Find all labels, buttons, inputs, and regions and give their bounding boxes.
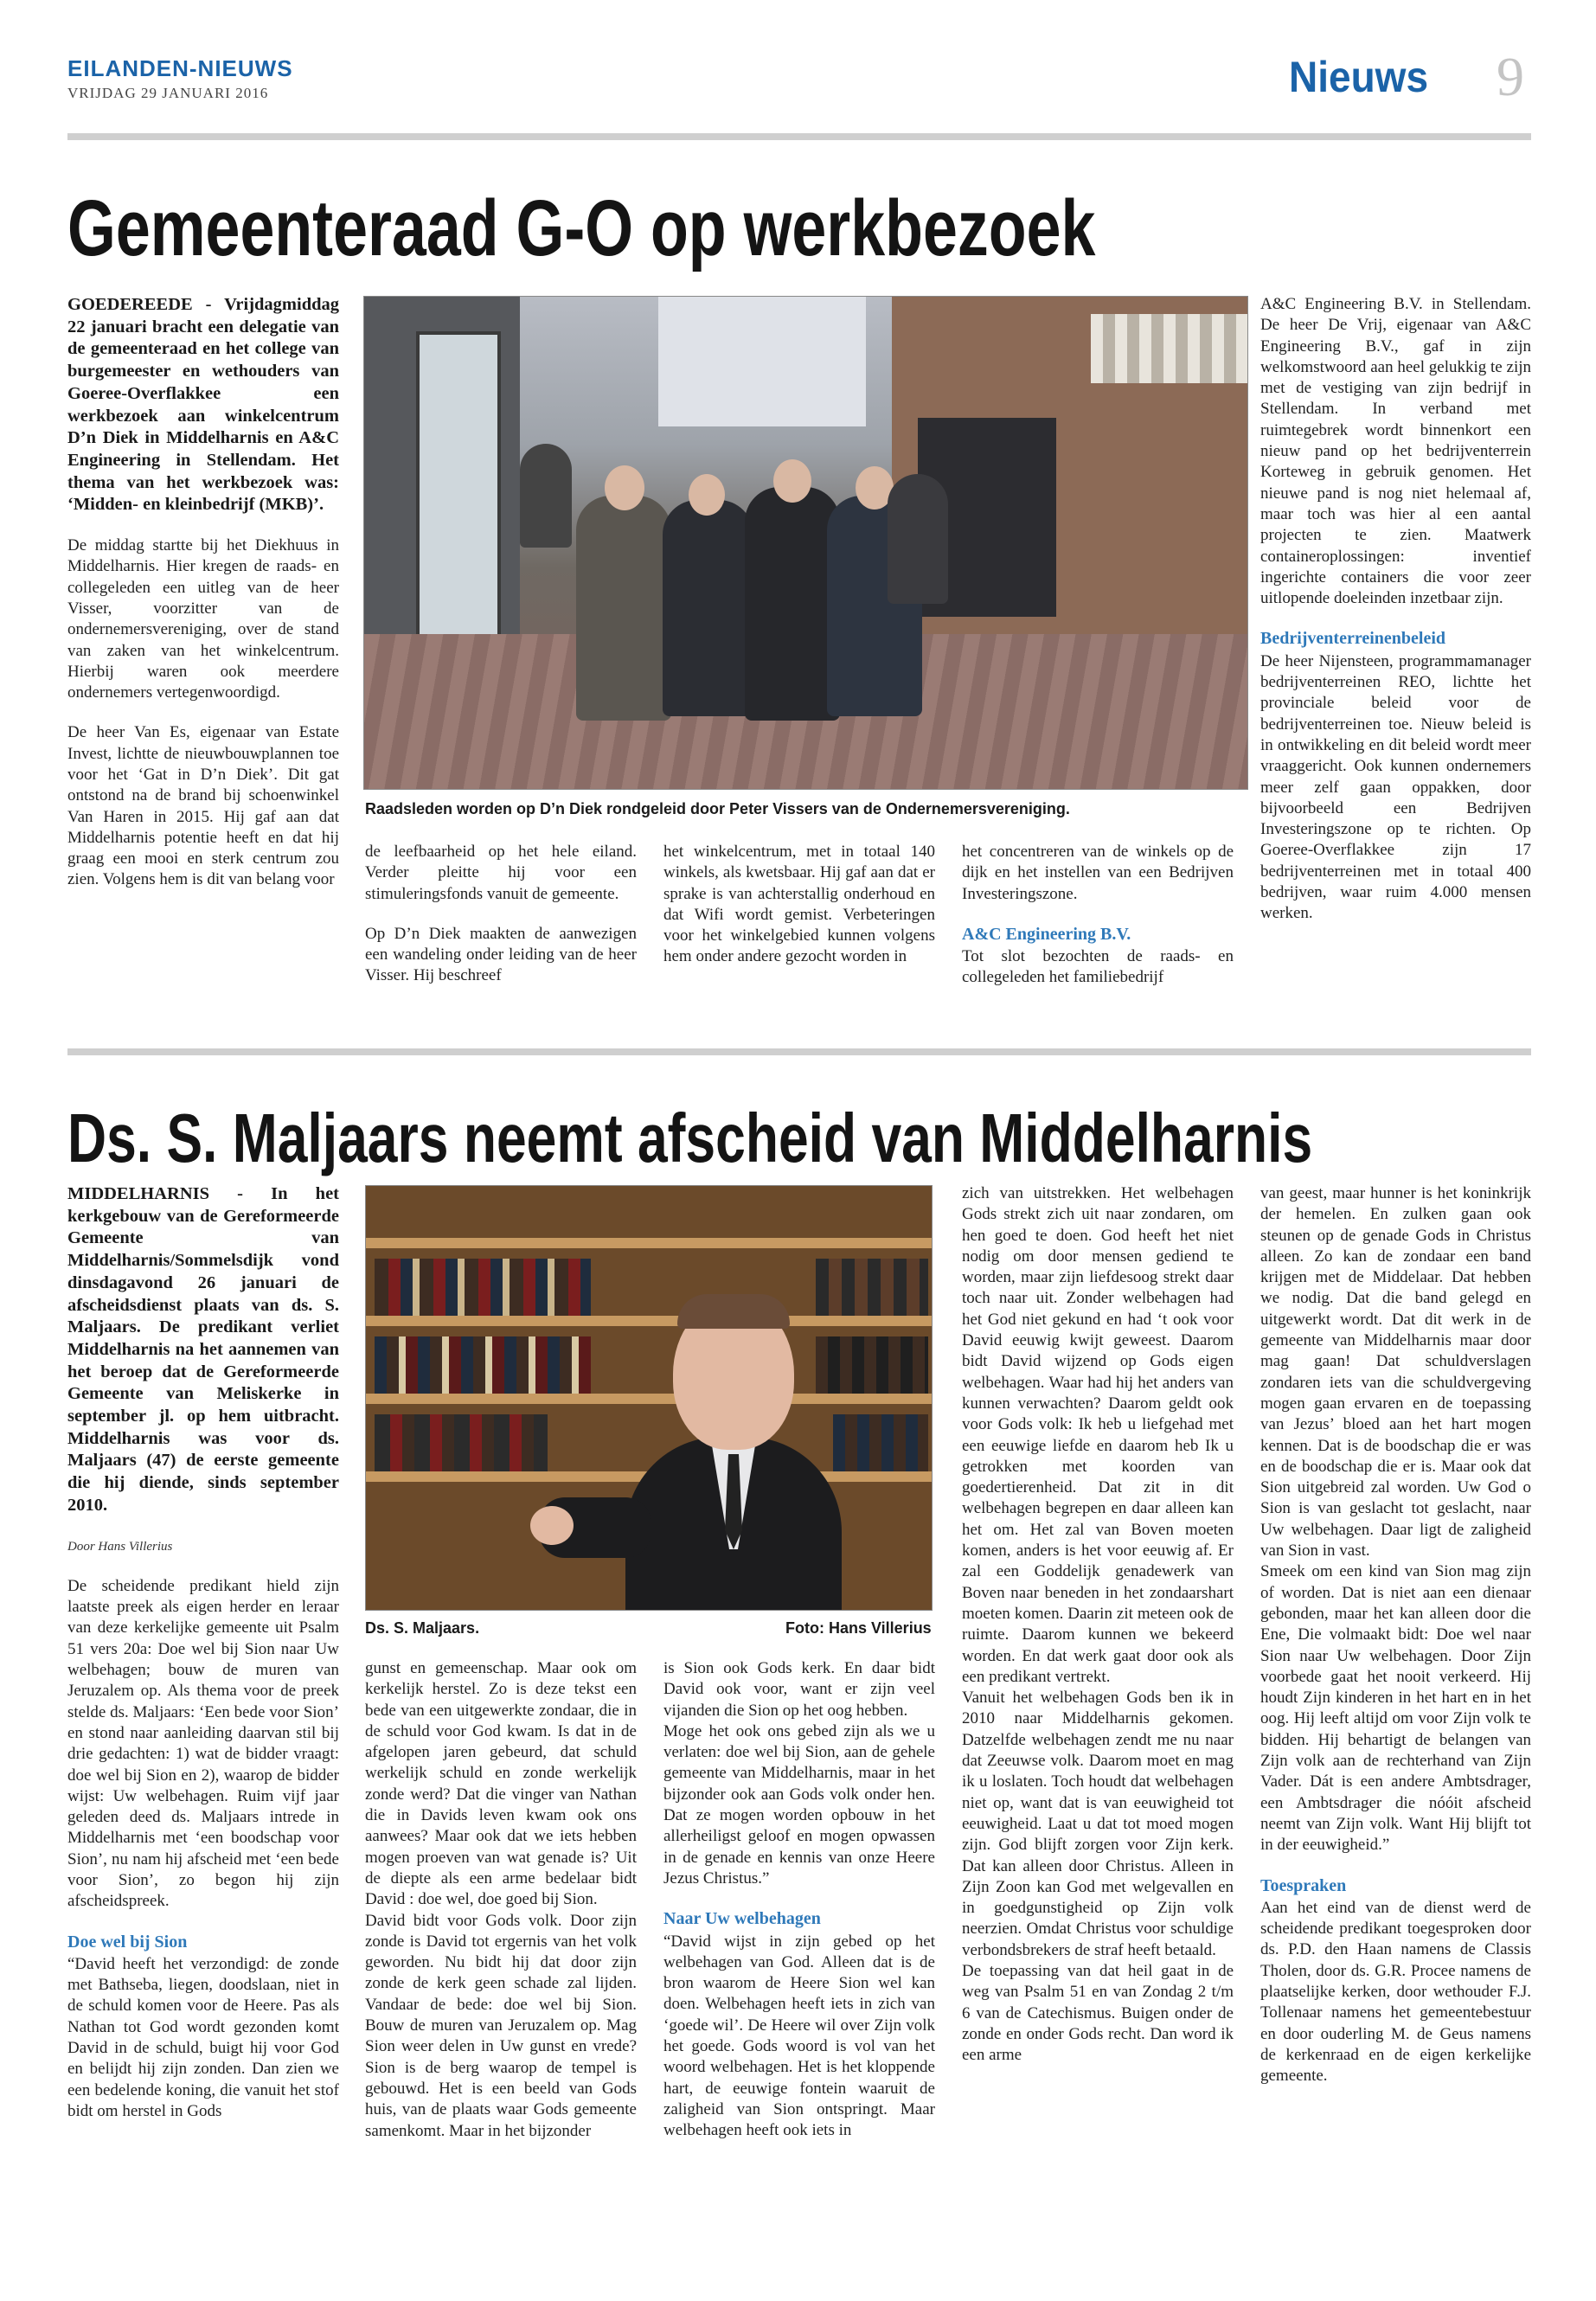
article2-column-1	[67, 1183, 339, 2141]
article2-paragraph: zich van uitstrekken. Het welbehagen Gods strekt zich uit naar zondaren, om hen goed te doen. God heeft het niet nodig om door mensen gediend te worden, maar zijn liefdesoog strekt daar toch naar uit. Zonder welbehagen had het God niet gekund en had ‘t ook voor David eeuwig kwijt geweest. Daarom bidt David wijzend op Gods eigen welbehagen. Waar had hij het anders van kunnen verwachten? Daarom geldt ook voor Gods volk: Ik heb u liefgehad met een eeuwige liefde en daarom heb Ik u getrokken met koorden van goedertierenheid. Dat zit in dit welbehagen begrepen en daar alleen kan het om. Het zal van Boven moeten komen, anders is het voor eeuwig af. Er zal een Goddelijk genadewerk van Boven naar beneden in het zondaarshart moeten komen. Daarin zit meteen ook de ruimte. Daarom kunnen we bekeerd worden. En dat werk gaat door ook als een predikant vertrekt. Vanuit het welbehagen Gods ben ik in 2010 naar Middelharnis gekomen. Datzelfde welbehagen zendt me nu naar dat Zeeuwse volk. Daarom moet en mag ik u loslaten. Toch houdt dat welbehagen niet op, want dat is van eeuwigheid tot eeuwigheid. Laat u dat tot moed mogen zijn. God blijft zorgen voor Zijn kerk. Dat kan alleen door Christus. Alleen in Zijn Zoon kan God met welgevallen en in goedgunstigheid op Zijn volk neerzien. Omdat Christus voor schuldige verbondsbrekers de straf heeft betaald. De toepassing van dat heil gaat in de weg van Psalm 51 en van Zondag 2 t/m 6 van de Catechismus. Buigen onder de zonde en onder Gods recht. Dan word ik een arme	[962, 1184, 1234, 2065]
article-divider	[67, 1048, 1531, 1055]
article2-paragraph: van geest, maar hunner is het koninkrijk der hemelen. En zulken gaan ook steunen op de genade Gods in Christus alleen. Zo kan de zondaar een band krijgen met de Middelaar. Dat hebben we nodig. Dat die band gelegd en uitgewerkt wordt. Dat dit werk in de gemeente van Middelharnis maar door mag gaan! Dat schuldverslagen zondaren iets van die schuldvergeving mogen gaan ervaren en de toepassing van Jezus’ bloed aan het hart mogen kennen. Dat is de boodschap die er was en de boodschap die er is. Maar ook dat Sion uitgebreid zal worden. Uw God o Sion is van geslacht tot geslacht, naar Uw welbehagen. Daar ligt de zaligheid van Sion in vast. Smeek om een kind van Sion mag zijn of worden. Dat is niet aan een dienaar gebonden, maar het kan alleen door die Ene, Die volmaakt bidt: Doe wel naar Sion naar Uw welbehagen. Door Zijn voorbede gaat het nooit verkeerd. Hij houdt Zijn kinderen in het hart en in het oog. Hij leeft altijd om voor Zijn volk te bidden. Hij behartigt de belangen van Zijn volk aan de rechterhand van Zijn Vader. Dát is een andere Ambtsdrager, een Ambtsdrager die nóóit afscheid neemt van Zijn volk. Want Hij blijft tot in der eeuwigheid.”	[1260, 1184, 1531, 1855]
article2-column-4	[962, 1183, 1234, 2085]
article2-paragraph: “David heeft het verzondigd: de zonde met Bathseba, liegen, doodslaan, niet in de schuld komen voor de Heere. Pas als Nathan tot God wordt gezonden komt David in de schuld, buigt hij voor God en belijdt hij zijn zonden. Dan zien we een bedelende koning, die vanuit het stof bidt om herstel in Gods	[67, 1954, 339, 2120]
article2-column-5	[1260, 1183, 1531, 2106]
article2-subhead: Toespraken	[1260, 1875, 1347, 1895]
article1-column-4	[962, 842, 1234, 1008]
article1-paragraph: het concentreren van de winkels op de dijk en het instellen van een Bedrijven Investeringszone.	[962, 843, 1234, 903]
newspaper-brand: EILANDEN-NIEUWS	[67, 55, 293, 81]
article2-subhead: Naar Uw welbehagen	[663, 1909, 821, 1929]
street-photo	[363, 296, 1248, 790]
article2-photo-credit: Foto: Hans Villerius	[785, 1619, 932, 1637]
article1-paragraph: de leefbaarheid op het hele eiland. Verder pleitte hij voor een stimuleringsfonds vanuit de gemeente.	[365, 843, 637, 903]
article1-column-1	[67, 294, 339, 910]
article2-subhead: Doe wel bij Sion	[67, 1932, 188, 1952]
article1-lead: GOEDEREEDE - Vrijdagmiddag 22 januari bracht een delegatie van de gemeenteraad en het college van burgemeester en wethouders van Goeree-Overflakkee een werkbezoek aan winkelcentrum D’n Diek in Middelharnis en A&C Engineering in Stellendam. Het thema van het werkbezoek was: ‘Midden- en kleinbedrijf (MKB)’.	[67, 295, 339, 515]
page-number: 9	[1497, 46, 1524, 107]
top-rule	[67, 133, 1531, 140]
article1-subhead: A&C Engineering B.V.	[962, 924, 1131, 944]
article1-paragraph: het winkelcentrum, met in totaal 140 winkels, als kwetsbaar. Hij gaf aan dat er sprake is van achterstallig onderhoud en dat Wifi wordt gemist. Verbeteringen voor het winkelgebied kunnen volgens hem onder andere gezocht worden in	[663, 843, 935, 966]
article2-paragraph: De scheidende predikant hield zijn laatste preek als eigen herder en leraar van deze kerkelijke gemeente uit Psalm 51 vers 20a: Doe wel bij Sion naar Uw welbehagen; bouw de muren van Jeruzalem op. Als thema voor de preek stelde ds. Maljaars: ‘Een bede voor Sion’ en stond naar aanleiding daarvan stil bij drie gedachten: 1) wat de bidder vraagt: doe wel bij Sion en 2), waarop de bidder wijst: Uw welbehagen. Ruim vijf jaar geleden deed ds. Maljaars intrede in Middelharnis met ‘een boodschap voor Sion’, nu nam hij afscheid met ‘een bede voor Sion’, zo begon hij zijn afscheidspreek.	[67, 1576, 339, 1911]
article2-paragraph: gunst en gemeenschap. Maar ook om kerkelijk herstel. Zo is deze tekst een bede van een uitgewerkte zondaar, die in de schuld voor God kwam. Is dat in de afgelopen jaren gebeurd, dat schuld werkelijk schuld en zonde werkelijk zonde werd? Dat die vinger van Nathan die in Davids leven kwam ook ons aanwees? Maar ook dat we iets hebben mogen proeven van wat genade is? Uit de diepte als een arme bedelaar bidt David : doe wel, doe goed bij Sion. David bidt voor Gods volk. Door zijn zonde is David tot ergernis van het volk geworden. Nu bidt hij dat door zijn zonde de kerk geen schade zal lijden. Vandaar de bede: doe wel bij Sion. Bouw de muren van Jeruzalem op. Mag Sion weer delen in Uw gunst en vrede? Sion is de berg waarop de tempel is gebouwd. Het is een beeld van Gods huis, van de plaats waar Gods gemeente samenkomt. Maar in het bijzonder	[365, 1659, 637, 2140]
article1-paragraph: De middag startte bij het Diekhuus in Middelharnis. Hier kregen de raads- en collegeleden een uitleg van de heer Visser, voorzitter van de ondernemersvereniging, over de stand van zaken van het winkelcentrum. Hierbij waren ook meerdere ondernemers vertegenwoordigd.	[67, 536, 339, 702]
article1-paragraph: De heer Nijensteen, programmamanager bedrijventerreinen REO, lichtte het provinciale beleid voor de bedrijventerreinen toe. Nieuw beleid is in ontwikkeling en dit beleid wordt meer vraaggericht. Ook kunnen ondernemers meer zelf gaan oppakken, door bijvoorbeeld een Bedrijven Investeringszone op te richten. Op Goeree-Overflakkee zijn 17 bedrijventerreinen met in totaal 400 bedrijven, waar ruim 4.000 mensen werken.	[1260, 651, 1531, 923]
article1-paragraph: A&C Engineering B.V. in Stellendam. De heer De Vrij, eigenaar van A&C Engineering B.V., gaf in zijn welkomstwoord aan heel gelukkig te zijn met de vestiging van zijn bedrijf in Stellendam. In verband met ruimtegebrek wordt binnenkort een nieuw pand op het bedrijventerrein Korteweg in gebruik genomen. Het nieuwe pand is nog niet helemaal af, maar toch was hier al een aantal projecten te zien. Maatwerk containeroplossingen: inventief ingerichte containers die voor zeer uitlopende doeleinden inzetbaar zijn.	[1260, 295, 1531, 608]
article2-paragraph: “David wijst in zijn gebed op het welbehagen van God. Alleen dat is de bron waarom de Heere Sion wel kan doen. Welbehagen heeft iets in zich van ‘goede wil’. De Heere wil over Zijn volk het goede. Gods woord is vol van het woord welbehagen. Het is het kloppende hart, de eeuwige fontein waaruit de zaligheid van Sion ontspringt. Maar welbehagen heeft ook iets in	[663, 1932, 935, 2140]
article2-column-3	[663, 1658, 935, 2161]
article1-paragraph: Op D’n Diek maakten de aanwezigen een wandeling onder leiding van de heer Visser. Hij beschreef	[365, 924, 637, 985]
article2-paragraph: is Sion ook Gods kerk. En daar bidt David ook voor, want er zijn veel vijanden die Sion op het oog hebben. Moge het ook ons gebed zijn als we u verlaten: doe wel bij Sion, aan de gehele gemeente van Middelharnis, maar in het bijzonder ook aan Gods volk onder hen. Dat ze mogen worden opbouw in het allerheiligst geloof en mogen opwassen in de genade en kennis van onze Heere Jezus Christus.”	[663, 1659, 935, 1888]
article2-photo-caption: Ds. S. Maljaars.	[365, 1619, 480, 1637]
article2-column-2	[365, 1658, 637, 2161]
article1-photo-caption: Raadsleden worden op D’n Diek rondgeleid door Peter Vissers van de Ondernemersvereniging.	[365, 800, 1070, 817]
article1-column-3	[663, 842, 935, 987]
article1-paragraph: De heer Van Es, eigenaar van Estate Invest, lichtte de nieuwbouwplannen toe voor het ‘Gat in D’n Diek’. Dit gat ontstond na de brand bij schoenwinkel Van Haren in 2015. Hij gaf aan dat Middelharnis potentie heeft en dat hij graag een mooi en sterk centrum zou zien. Volgens hem is dit van belang voor	[67, 723, 339, 889]
section-title: Nieuws	[1289, 53, 1429, 101]
article2-headline: Ds. S. Maljaars neemt afscheid van Middelharnis	[67, 1099, 1313, 1176]
article1-column-2	[365, 842, 637, 1006]
article2-lead: MIDDELHARNIS - In het kerkgebouw van de Gereformeerde Gemeente van Middelharnis/Sommelsdijk vond dinsdagavond 26 januari de afscheidsdienst plaats van ds. S. Maljaars. De predikant verliet Middelharnis na het aannemen van het beroep dat de Gereformeerde Gemeente van Meliskerke in september jl. op hem uitbracht. Middelharnis was voor ds. Maljaars (47) de eerste gemeente die hij diende, sinds september 2010.	[67, 1184, 339, 1515]
article1-column-5	[1260, 294, 1531, 944]
article1-headline: Gemeenteraad G-O op werkbezoek	[67, 184, 1096, 272]
article1-paragraph: Tot slot bezochten de raads- en collegeleden het familiebedrijf	[962, 947, 1234, 987]
article2-byline: Door Hans Villerius	[67, 1539, 173, 1554]
article1-subhead: Bedrijventerreinenbeleid	[1260, 629, 1446, 649]
article2-paragraph: Aan het eind van de dienst werd de scheidende predikant toegesproken door ds. P.D. den Haan namens de Classis Tholen, door ds. G.R. Procee namens de plaatselijke kerken, door wethouder F.J. Tollenaar namens het gemeentebestuur en door ouderling M. de Geus namens de kerkenraad en de eigen kerkelijke gemeente.	[1260, 1898, 1531, 2086]
portrait-photo	[365, 1185, 933, 1611]
issue-date: VRIJDAG 29 JANUARI 2016	[67, 85, 269, 101]
